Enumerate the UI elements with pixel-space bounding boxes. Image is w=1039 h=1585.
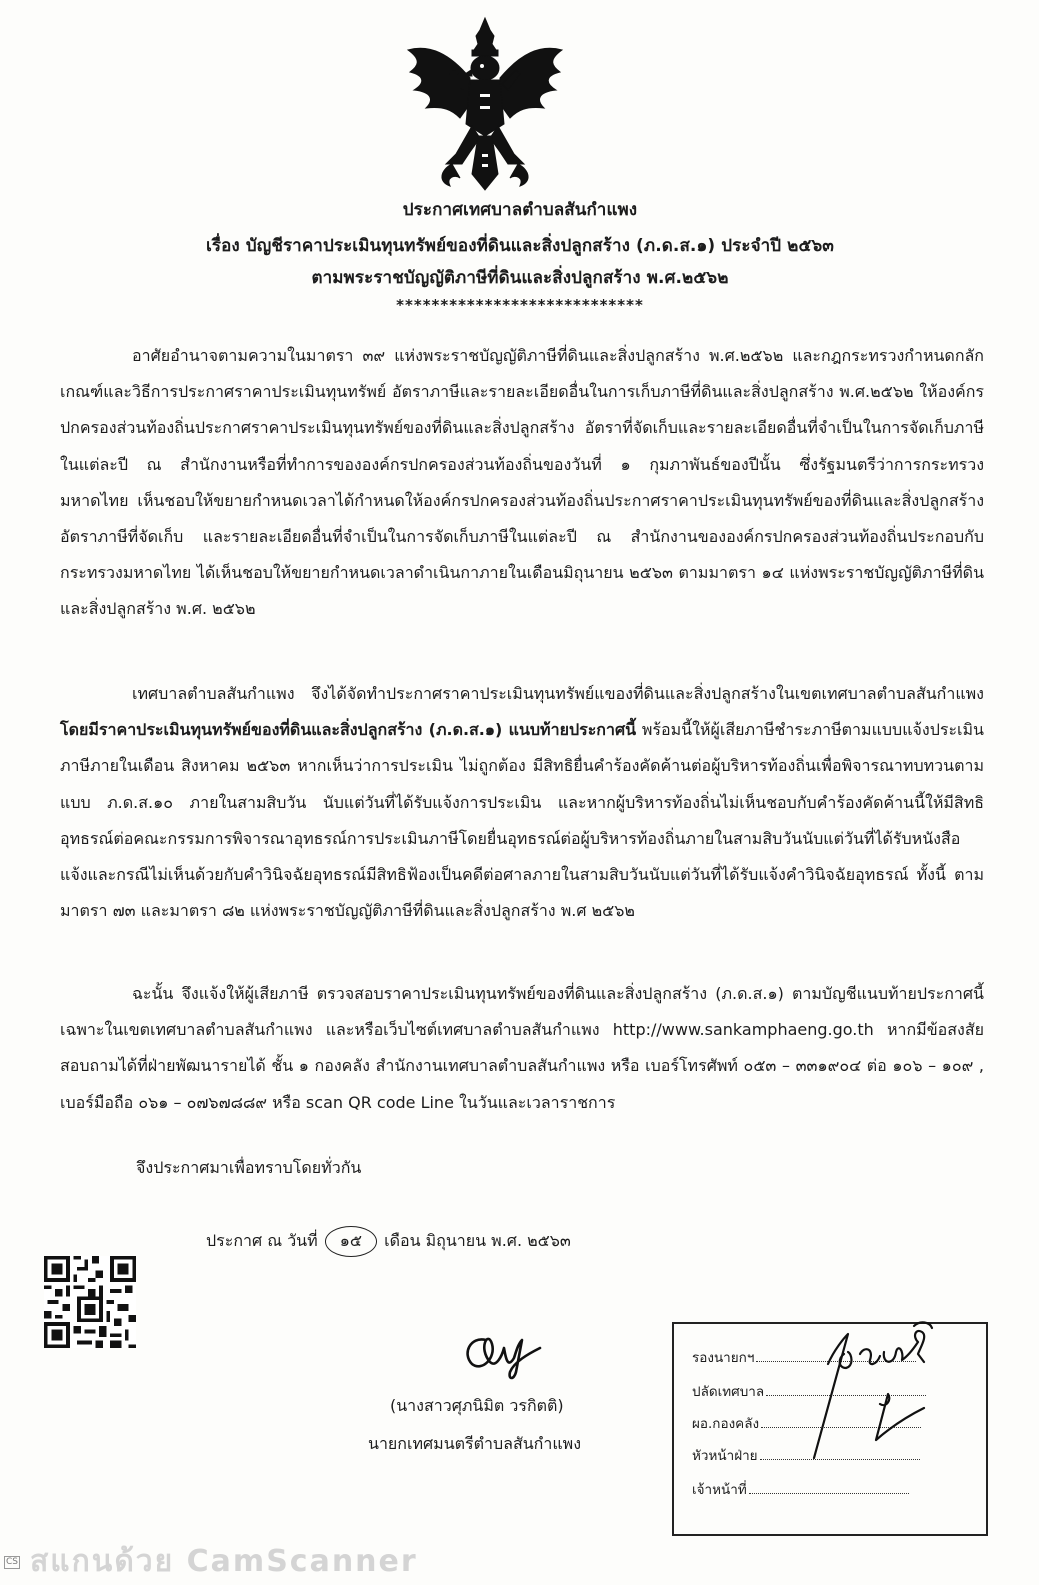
document-title: ประกาศเทศบาลตำบลสันกำแพง: [402, 200, 638, 220]
mayor-signature: [456, 1318, 556, 1384]
scanner-badge: CS: [6, 1557, 18, 1567]
approval-dots: [749, 1483, 909, 1494]
approval-initials: [804, 1308, 974, 1468]
announcement-month-year: เดือน มิถุนายน พ.ศ. ๒๕๖๓: [384, 1231, 571, 1250]
paragraph-authority: อาศัยอำนาจตามความในมาตรา ๓๙ แห่งพระราชบัญญัติภาษีที่ดินและสิ่งปลูกสร้าง พ.ศ.๒๕๖๒ และกฎกระทรวงกำหนดกลักเกณฑ์และวิธีการประกาศราคาประเมินทุนทรัพย์ อัตราภาษีและรายละเอียดอื่นในการเก็บภาษีที่ดินและสิ่งปลูกสร้าง พ.ศ.๒๕๖๒ ให้องค์กรปกครองส่วนท้องถิ่นประกาศราคาประเมินทุนทรัพย์ของที่ดินและสิ่งปลูกสร้าง อัตราที่จัดเก็บและรายละเอียดอื่นที่จำเป็นในการจัดเก็บภาษีในแต่ละปี ณ สำนักงานหรือที่ทำการขององค์กรปกครองส่วนท้องถิ่นของวันที่ ๑ กุมภาพันธ์ของปีนั้น ซึ่งรัฐมนตรีว่าการกระทรวงมหาดไทย เห็นชอบให้ขยายกำหนดเวลาได้กำหนดให้องค์กรปกครองส่วนท้องถิ่นประกาศราคาประเมินทุนทรัพย์ของที่ดินและสิ่งปลูกสร้าง อัตราภาษีที่จัดเก็บ และรายละเอียดอื่นที่จำเป็นในการจัดเก็บภาษีในแต่ละปี ณ สำนักงานขององค์กรปกครองส่วนท้องถิ่นประกอบกับกระทรวงมหาดไทย ได้เห็นชอบให้ขยายกำหนดเวลาดำเนินกาภายในเดือนมิถุนายน ๒๕๖๓ ตามมาตรา ๑๔ แห่งพระราชบัญญัติภาษีที่ดินและสิ่งปลูกสร้าง พ.ศ. ๒๕๖๒: [60, 346, 984, 619]
announcement-day: ๑๕: [325, 1226, 377, 1257]
announcement-prefix: ประกาศ ณ วันที่: [206, 1231, 318, 1250]
signatory-position: นายกเทศมนตรีตำบลสันกำแพง: [368, 1434, 582, 1453]
approval-label: ผอ.กองคลัง: [692, 1416, 760, 1432]
approval-box: [672, 1322, 988, 1536]
announcement-date: [206, 1226, 571, 1257]
approval-label: เจ้าหน้าที่: [692, 1482, 747, 1498]
signatory-name: (นางสาวศุภนิมิต วรกิตติ): [390, 1396, 564, 1415]
separator-stars: ****************************: [396, 296, 644, 314]
paragraph-notice-start: เทศบาลตำบลสันกำแพง จึงได้จัดทำประกาศราคาประเมินทุนทรัพย์แของที่ดินและสิ่งปลูกสร้างในเขตเทศบาลตำบลสันกำแพง: [132, 684, 984, 703]
document-law-reference: ตามพระราชบัญญัติภาษีที่ดินและสิ่งปลูกสร้าง พ.ศ.๒๕๖๒: [311, 268, 729, 288]
paragraph-instructions: ฉะนั้น จึงแจ้งให้ผู้เสียภาษี ตรวจสอบราคาประเมินทุนทรัพย์ของที่ดินและสิ่งปลูกสร้าง (ภ.ด.ส.๑) ตามบัญชีแนบท้ายประกาศนี้ เฉพาะในเขตเทศบาลตำบลสันกำแพง และหรือเว็บไซต์เทศบาลตำบลสันกำแพง http://www.sankamphaeng.go.th หากมีข้อสงสัยสอบถามได้ที่ฝ่ายพัฒนารายได้ ชั้น ๑ กองคลัง สำนักงานเทศบาลตำบลสันกำแพง หรือ เบอร์โทรศัพท์ ๐๕๓ – ๓๓๑๙๐๔ ต่อ ๑๐๖ – ๑๐๙ , เบอร์มือถือ ๐๖๑ – ๐๗๖๗๘๘๙ หรือ scan QR code Line ในวันและเวลาราชการ: [60, 984, 984, 1112]
paragraph-notice-bold: โดยมีราคาประเมินทุนทรัพย์ของที่ดินและสิ่งปลูกสร้าง (ภ.ด.ส.๑) แนบท้ายประกาศนี้: [60, 720, 637, 740]
scanner-watermark: สแกนด้วย CamScanner: [30, 1544, 418, 1579]
garuda-emblem: [400, 14, 570, 196]
approval-row-officer: [692, 1478, 909, 1500]
approval-label: ปลัดเทศบาล: [692, 1384, 765, 1400]
paragraph-notice: [60, 676, 984, 929]
paragraph-notice-rest: พร้อมนี้ให้ผู้เสียภาษีชำระภาษีตามแบบแจ้งประเมินภาษีภายในเดือน สิงหาคม ๒๕๖๓ หากเห็นว่าการประเมิน ไม่ถูกต้อง มีสิทธิยื่นคำร้องคัดค้านต่อผู้บริหารท้องถิ่นเพื่อพิจารณาทบทวนตามแบบ ภ.ด.ส.๑๐ ภายในสามสิบวัน นับแต่วันที่ได้รับแจ้งการประเมิน และหากผู้บริหารท้องถิ่นไม่เห็นชอบกับคำร้องคัดค้านนี้ให้มีสิทธิอุทธรณ์ต่อคณะกรรมการพิจารณาอุทธรณ์การประเมินภาษีโดยยื่นอุทธรณ์ต่อผู้บริหารท้องถิ่นภายในสามสิบวันนับแต่วันที่ได้รับหนังสือแจ้งและกรณีไม่เห็นด้วยกับคำวินิจฉัยอุทธรณ์มีสิทธิฟ้องเป็นคดีต่อศาลภายในสามสิบวันนับแต่วันที่ได้รับแจ้งคำวินิจฉัยอุทธรณ์ ทั้งนี้ ตามมาตรา ๗๓ และมาตรา ๘๒ แห่งพระราชบัญญัติภาษีที่ดินและสิ่งปลูกสร้าง พ.ศ ๒๕๖๒: [60, 720, 984, 921]
approval-label: หัวหน้าฝ่าย: [692, 1448, 758, 1464]
approval-label: รองนายกฯ: [692, 1350, 755, 1366]
line-qr-code: [44, 1256, 136, 1348]
document-subject: เรื่อง บัญชีราคาประเมินทุนทรัพย์ของที่ดินและสิ่งปลูกสร้าง (ภ.ด.ส.๑) ประจำปี ๒๕๖๓: [205, 236, 835, 256]
closing-statement: จึงประกาศมาเพื่อทราบโดยทั่วกัน: [136, 1158, 362, 1177]
